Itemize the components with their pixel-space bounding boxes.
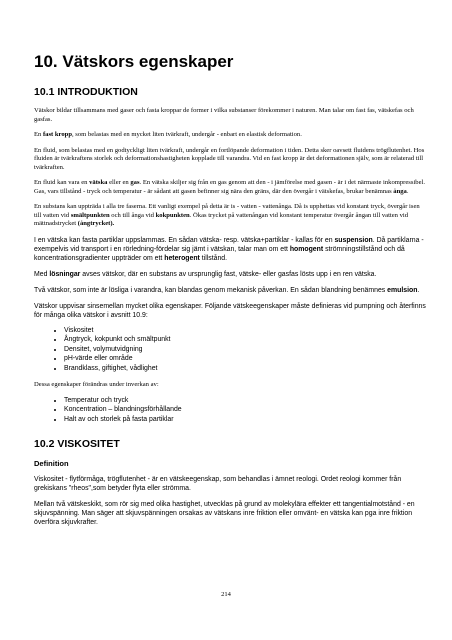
subheading-definition: Definition xyxy=(34,459,69,468)
list-item: • Brandklass, giftighet, vådlighet xyxy=(64,365,426,374)
list-item: • Temperatur och tryck xyxy=(64,397,426,406)
list-item: • Ångtryck, kokpunkt och smältpunkt xyxy=(64,336,426,345)
list-item: • Halt av och storlek på fasta partiklar xyxy=(64,416,426,425)
paragraph-egenskaper: Vätskor uppvisar sinsemellan mycket olika egenskaper. Följande vätskeegenskaper måste definieras vid pumpning och återfinns för många olika vätskor i avsnitt 10.9: xyxy=(34,302,426,319)
paragraph-vatska-gas: En fluid kan vara en vätska eller en gas. En vätska skiljer sig från en gas genom att den - i jämförelse med gasen - är i det närmaste inkompressibel. Gas, vars tillstånd - tryck och temperatur - är sådant att gasen befinner sig nära den gräns, där den övergår i vätskefas, brukar benämnas ånga. xyxy=(34,179,425,195)
section-heading-viskositet: 10.2 VISKOSITET xyxy=(34,438,120,450)
paragraph-emulsion: Två vätskor, som inte är lösliga i varandra, kan blandas genom mekanisk påverkan. En sådan blandning benämnes emulsion. xyxy=(34,286,420,294)
list-item: • Densitet, volymutvidgning xyxy=(64,346,426,355)
paragraph-viskositet: Viskositet - flytförmåga, trögflutenhet - är en vätskeegenskap, som behandlas i ämnet reologi. Ordet reologi kommer från grekiskans "rheos",som betyder flyta eller strömma. xyxy=(34,476,402,492)
paragraph-suspension: I en vätska kan fasta partiklar uppslammas. En sådan vätska- resp. vätska+partiklar - kallas för en suspension. Då partiklarna - exempelvis vid transport i en rörledning-fördelar sig jämt i vätskan, talar man om ett homogent strömningstillstånd och då koncentrationsgradienter uppträder om ett heterogent tillstånd. xyxy=(34,236,424,262)
page-number: 214 xyxy=(221,591,231,598)
list-item: • pH-värde eller område xyxy=(64,355,426,364)
chapter-title: 10. Vätskors egenskaper xyxy=(34,52,234,71)
list-item: • Viskositet xyxy=(64,327,426,336)
paragraph-faser: En substans kan uppträda i alla tre faserna. Ett vanligt exempel på detta är is - vatten - vattenånga. Då is upphettas vid konstant tryck, övergår isen till vatten vid smältpunkten och till ånga vid kokpunkten. Ökas trycket på vattenångan vid konstant temperatur övergår ångan till vatten vid mättnadstrycket (ångtrycket). xyxy=(34,203,420,227)
paragraph-fast-kropp: En fast kropp, som belastas med en mycket liten tvärkraft, undergår - enbart en elastisk deformation. xyxy=(34,131,302,138)
paragraph-intro: Vätskor bildar tillsammans med gaser och fasta kroppar de former i vilka substanser förekommer i naturen. Man talar om fast fas, vätskefas och gasfas. xyxy=(34,107,414,123)
property-list xyxy=(34,327,426,374)
list-item: • Koncentration – blandningsförhållande xyxy=(64,406,426,415)
paragraph-losningar: Med lösningar avses vätskor, där en substans av ursprunglig fast, vätske- eller gasfas lösts upp i en ren vätska. xyxy=(34,270,377,278)
section-heading-introduktion: 10.1 INTRODUKTION xyxy=(34,86,138,98)
paragraph-fluid: En fluid, som belastas med en godtyckligt liten tvärkraft, undergår en fortlöpande deformation i tiden. Detta sker oavsett fluidens trögflutenhet. Hos fluiden är tvärkraftens storlek och deformationshastigheten kopplade till varandra. Vid en fast kropp är det deformationen själv, som är relaterad till tvärkraften. xyxy=(34,146,425,171)
paragraph-inverkan: Dessa egenskaper förändras under inverkan av: xyxy=(34,381,159,388)
document-page xyxy=(34,52,426,534)
paragraph-skjuvspanning: Mellan två vätskeskikt, som rör sig med olika hastighet, utvecklas på grund av molekylära effekter ett tangentialmotstånd - en skjuvspänning. Man säger att skjuvspänningen orsakas av vätskans inre friktion eller omvänt- en vätska kan pga inre friktion överföra skjuvkrafter. xyxy=(34,501,415,526)
influence-list xyxy=(34,397,426,425)
